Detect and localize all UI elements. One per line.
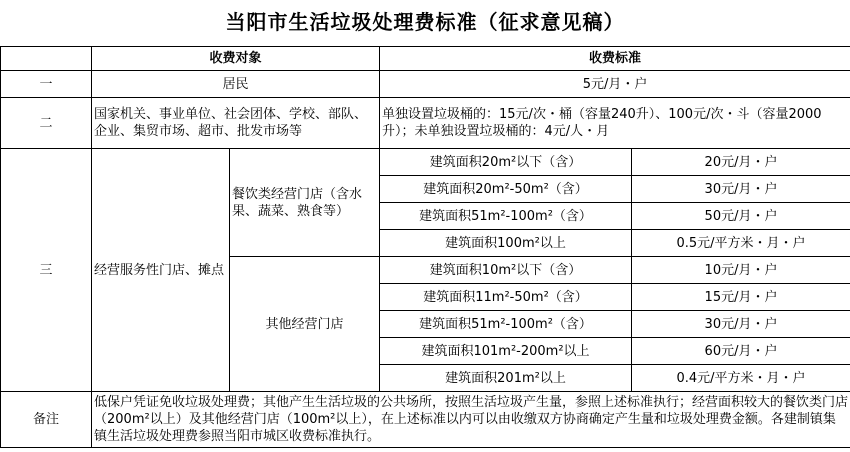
fee-cell: 20元/月・户	[632, 149, 850, 176]
area-cell: 建筑面积10m²以下（含）	[380, 257, 632, 284]
note-text: 低保户凭证免收垃圾处理费；其他产生生活垃圾的公共场所，按照生活垃圾产生量，参照上述标准执行；经营面积较大的餐饮类门店（200m²以上）及其他经营门店（100m²以上），在上述标准以内可以由收缴双方协商确定产生量和垃圾处理费金额。各建制镇集镇生活垃圾处理费参照当阳市城区收费标准执行。	[92, 392, 850, 448]
standard-cell: 5元/月・户	[380, 71, 850, 98]
note-label: 备注	[1, 392, 92, 448]
header-blank-cell	[1, 47, 92, 71]
header-standard: 收费标准	[380, 47, 850, 71]
fee-standard-table	[0, 46, 850, 448]
area-cell: 建筑面积51m²-100m²（含）	[380, 203, 632, 230]
fee-cell: 0.5元/平方米・月・户	[632, 230, 850, 257]
area-cell: 建筑面积20m²以下（含）	[380, 149, 632, 176]
row-note	[1, 392, 850, 448]
fee-cell: 50元/月・户	[632, 203, 850, 230]
subcategory-cell: 其他经营门店	[230, 257, 380, 392]
target-cell: 居民	[92, 71, 380, 98]
row-number: 三	[1, 149, 92, 392]
fee-cell: 60元/月・户	[632, 338, 850, 365]
row-number: 二	[1, 98, 92, 149]
row-institutions	[1, 98, 850, 149]
header-row	[1, 47, 850, 71]
area-cell: 建筑面积101m²-200m²以上	[380, 338, 632, 365]
fee-cell: 10元/月・户	[632, 257, 850, 284]
header-target: 收费对象	[92, 47, 380, 71]
fee-cell: 30元/月・户	[632, 176, 850, 203]
target-cell: 国家机关、事业单位、社会团体、学校、部队、企业、集贸市场、超市、批发市场等	[92, 98, 380, 149]
fee-cell: 0.4元/平方米・月・户	[632, 365, 850, 392]
area-cell: 建筑面积11m²-50m²（含）	[380, 284, 632, 311]
area-cell: 建筑面积20m²-50m²（含）	[380, 176, 632, 203]
area-cell: 建筑面积201m²以上	[380, 365, 632, 392]
row-number: 一	[1, 71, 92, 98]
table-row	[1, 149, 850, 176]
standard-cell: 单独设置垃圾桶的：15元/次・桶（容量240升）、100元/次・斗（容量2000升）；未单独设置垃圾桶的：4元/人・月	[380, 98, 850, 149]
target-cell: 经营服务性门店、摊点	[92, 149, 230, 392]
fee-cell: 30元/月・户	[632, 311, 850, 338]
subcategory-cell: 餐饮类经营门店（含水果、蔬菜、熟食等）	[230, 149, 380, 257]
area-cell: 建筑面积51m²-100m²（含）	[380, 311, 632, 338]
fee-cell: 15元/月・户	[632, 284, 850, 311]
area-cell: 建筑面积100m²以上	[380, 230, 632, 257]
document-title: 当阳市生活垃圾处理费标准（征求意见稿）	[225, 10, 625, 34]
row-residents	[1, 71, 850, 98]
